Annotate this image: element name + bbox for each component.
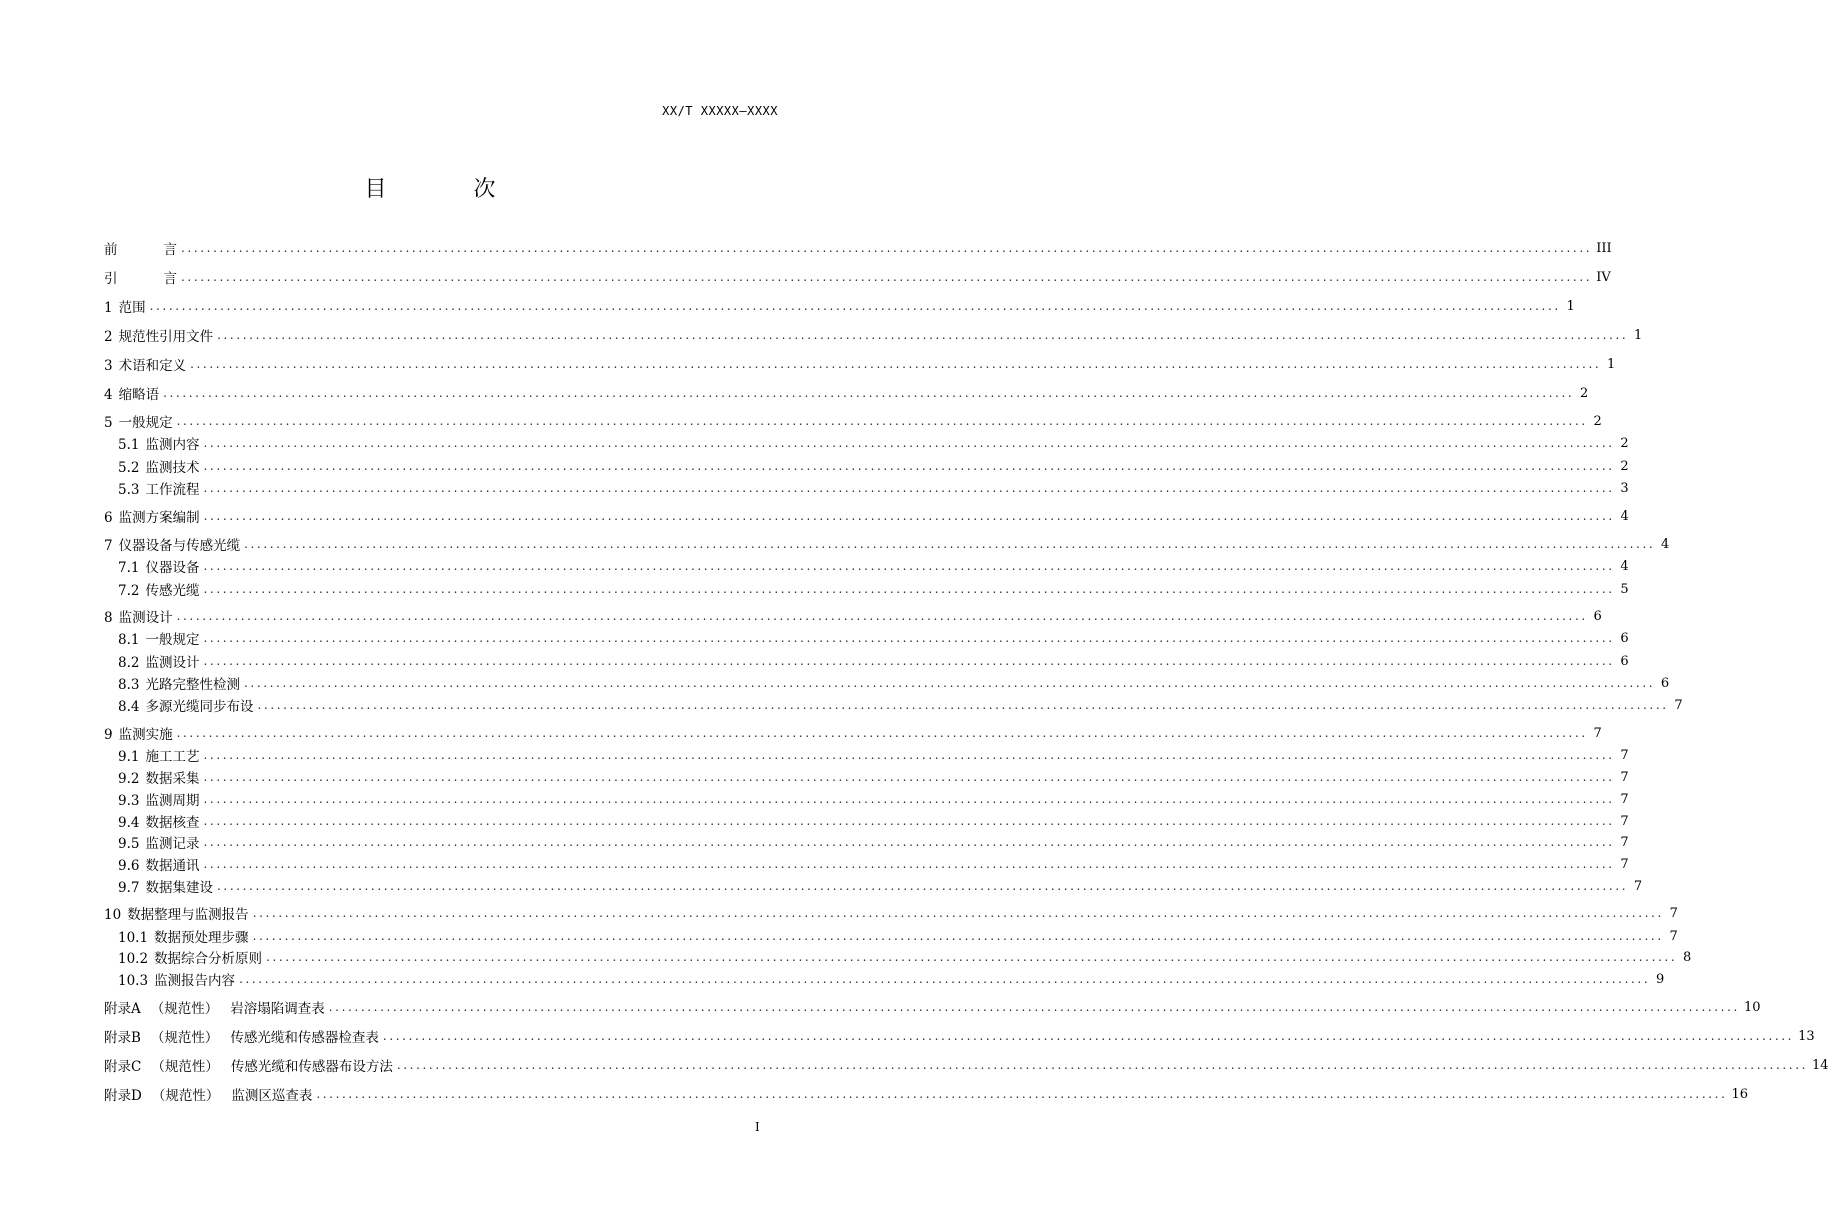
toc-entry[interactable] [118,876,1643,896]
page-title: 目 次 [364,177,536,202]
toc-entry-page: 2 [1593,413,1602,429]
section-number: 9.4 [118,815,140,831]
section-number: 1 [104,300,113,316]
dot-leader: ............................................................................................................................................................................................................................ [203,631,1615,645]
dot-leader: ............................................................................................................................................................................................................................ [181,270,1593,284]
toc-entry-page: 1 [1566,298,1575,314]
toc-entry[interactable] [104,997,1761,1017]
section-title: 一般规定 [118,415,173,431]
section-number: 10.3 [118,973,149,989]
dot-leader: ............................................................................................................................................................................................................................ [176,726,1588,740]
section-number: 5.3 [118,482,140,498]
toc-entry-label [104,267,177,287]
section-number: 6 [104,510,113,526]
dot-leader: ............................................................................................................................................................................................................................ [203,770,1615,784]
toc-entry-label [118,456,199,476]
dot-leader: ............................................................................................................................................................................................................................ [203,835,1615,849]
toc-entry[interactable] [118,478,1629,498]
toc-entry-page: 1 [1634,327,1643,343]
toc-entry-label [104,1055,393,1075]
section-number: 4 [104,387,113,403]
toc-entry[interactable] [118,745,1629,765]
section-title: 监测技术 [145,460,200,476]
section-title: 监测方案编制 [118,510,200,526]
annex-title: 岩溶塌陷调查表 [230,1001,325,1017]
toc-entry-page: 7 [1620,813,1629,829]
document-code: XX/T XXXXX—XXXX [662,104,778,118]
dot-leader: ............................................................................................................................................................................................................................ [203,436,1615,450]
toc-entry-label [104,238,177,258]
toc-entry[interactable] [104,506,1629,526]
toc-entry-label [104,997,325,1017]
section-title: 数据采集 [145,771,200,787]
toc-entry-label [118,433,199,453]
toc-entry-page: 7 [1620,856,1629,872]
toc-entry[interactable] [104,1084,1749,1104]
dot-leader: ............................................................................................................................................................................................................................ [203,654,1615,668]
toc-entry-label [118,556,199,576]
toc-entry[interactable] [104,606,1602,626]
section-title: 数据综合分析原则 [154,951,263,967]
toc-entry-label [118,579,199,599]
toc-entry-page: 7 [1633,878,1643,894]
toc-entry[interactable] [118,556,1629,576]
toc-entry[interactable] [118,673,1670,693]
toc-entry-label [104,411,173,431]
toc-entry-page: 2 [1580,385,1589,401]
toc-entry[interactable] [118,947,1692,967]
section-number: 9.6 [118,858,140,874]
annex-id: 附录C [104,1059,142,1075]
section-title: 仪器设备 [145,560,200,576]
toc-entry-page: 4 [1661,536,1670,552]
toc-entry-label [104,903,249,923]
toc-entry-page: 9 [1655,971,1665,987]
toc-entry[interactable] [104,1055,1829,1075]
toc-entry[interactable] [118,628,1629,648]
toc-entry-label [118,767,199,787]
toc-entry[interactable] [104,238,1612,258]
dot-leader: ............................................................................................................................................................................................................................ [203,814,1615,828]
toc-entry-label-char: 言 [163,242,177,258]
section-title: 数据集建设 [145,880,213,896]
dot-leader: ............................................................................................................................................................................................................................ [190,357,1602,371]
section-number: 5.2 [118,460,140,476]
toc-entry[interactable] [118,651,1629,671]
dot-leader: ............................................................................................................................................................................................................................ [252,929,1664,943]
section-title: 监测实施 [118,727,173,743]
section-number: 5.1 [118,437,140,453]
toc-entry-page: 4 [1620,558,1629,574]
annex-title: 传感光缆和传感器检查表 [230,1030,379,1046]
toc-entry-label [104,325,213,345]
annex-id: 附录D [104,1088,142,1104]
toc-entry[interactable] [118,695,1683,715]
toc-entry-label [104,506,200,526]
dot-leader: ............................................................................................................................................................................................................................ [252,906,1664,920]
toc-entry-page: 7 [1669,928,1678,944]
section-number: 10.1 [118,930,149,946]
section-number: 9 [104,727,113,743]
toc-entry-page: III [1596,240,1612,256]
section-number: 7.1 [118,560,140,576]
page-number: I [755,1120,760,1134]
dot-leader: ............................................................................................................................................................................................................................ [257,698,1669,712]
toc-entry[interactable] [104,1026,1815,1046]
dot-leader: ............................................................................................................................................................................................................................ [163,386,1575,400]
section-number: 5 [104,415,113,431]
toc-entry-label [118,854,199,874]
annex-tag: （规范性） [150,1030,219,1046]
section-number: 9.3 [118,793,140,809]
section-title: 规范性引用文件 [118,329,214,345]
toc-entry-label [118,811,199,831]
section-title: 监测内容 [145,437,200,453]
section-number: 3 [104,358,113,374]
toc-entry-label [118,673,240,693]
toc-entry-label [104,534,240,554]
dot-leader: ............................................................................................................................................................................................................................ [176,414,1588,428]
toc-entry-label [104,606,173,626]
section-title: 范围 [118,300,146,316]
section-title: 监测设计 [145,655,200,671]
toc-entry-page: 7 [1674,697,1683,713]
dot-leader: ............................................................................................................................................................................................................................ [181,241,1593,255]
section-title: 数据核查 [145,815,200,831]
toc-entry-page: 7 [1620,747,1629,763]
toc-entry[interactable] [104,267,1611,287]
toc-entry-label [118,745,199,765]
toc-entry-label-char: 前 [104,242,118,258]
dot-leader: ............................................................................................................................................................................................................................ [382,1029,1795,1043]
section-number: 8 [104,610,113,626]
annex-tag: （规范性） [150,1001,219,1017]
toc-entry-label [118,832,199,852]
toc-entry-label [118,695,253,715]
toc-entry-page: 7 [1620,791,1629,807]
dot-leader: ............................................................................................................................................................................................................................ [239,972,1651,986]
section-number: 8.3 [118,677,140,693]
toc-entry-label-char: 引 [104,271,118,287]
dot-leader: ............................................................................................................................................................................................................................ [203,481,1615,495]
toc-entry[interactable] [118,456,1629,476]
section-number: 10 [104,907,122,923]
section-title: 数据通讯 [145,858,200,874]
dot-leader: ............................................................................................................................................................................................................................ [396,1058,1809,1072]
toc-entry[interactable] [104,534,1670,554]
section-title: 多源光缆同步布设 [145,699,254,715]
section-title: 光路完整性检测 [145,677,240,693]
dot-leader: ............................................................................................................................................................................................................................ [217,328,1629,342]
toc-entry-label [118,478,199,498]
section-number: 9.1 [118,749,140,765]
section-title: 监测设计 [118,610,173,626]
toc-entry-page: 7 [1620,834,1629,850]
dot-leader: ............................................................................................................................................................................................................................ [203,857,1615,871]
annex-title: 传感光缆和传感器布设方法 [230,1059,393,1075]
toc-entry-page: 13 [1798,1028,1815,1044]
toc-entry-label [104,1084,312,1104]
toc-entry[interactable] [118,767,1629,787]
toc-entry[interactable] [104,723,1602,743]
section-title: 施工工艺 [145,749,200,765]
toc-entry-label [104,1026,379,1046]
dot-leader: ............................................................................................................................................................................................................................ [203,559,1615,573]
section-number: 8.1 [118,632,140,648]
toc-entry-page: IV [1596,269,1611,285]
dot-leader: ............................................................................................................................................................................................................................ [203,748,1615,762]
toc-entry[interactable] [118,854,1629,874]
dot-leader: ............................................................................................................................................................................................................................ [149,299,1561,313]
annex-id: 附录B [104,1030,141,1046]
dot-leader: ............................................................................................................................................................................................................................ [176,609,1588,623]
section-title: 监测报告内容 [154,973,236,989]
dot-leader: ............................................................................................................................................................................................................................ [243,676,1656,690]
toc-entry-page: 2 [1620,458,1629,474]
toc-entry-page: 3 [1620,480,1629,496]
toc-entry-label [104,723,173,743]
annex-id: 附录A [104,1001,141,1017]
toc-entry[interactable] [118,969,1665,989]
section-number: 9.2 [118,771,140,787]
toc-entry-label [118,651,199,671]
section-number: 7 [104,538,113,554]
toc-entry-label [118,969,235,989]
toc-entry-page: 6 [1620,630,1629,646]
section-title: 数据整理与监测报告 [127,907,249,923]
toc-entry-label [118,876,213,896]
section-title: 工作流程 [145,482,200,498]
dot-leader: ............................................................................................................................................................................................................................ [328,1000,1740,1014]
toc-entry[interactable] [118,579,1629,599]
dot-leader: ............................................................................................................................................................................................................................ [203,459,1615,473]
annex-tag: （规范性） [151,1059,219,1075]
section-title: 监测周期 [145,793,200,809]
dot-leader: ............................................................................................................................................................................................................................ [244,537,1656,551]
section-number: 7.2 [118,583,140,599]
dot-leader: ............................................................................................................................................................................................................................ [316,1087,1728,1101]
toc-entry-page: 16 [1731,1086,1749,1102]
toc-entry[interactable] [118,811,1629,831]
toc-entry-label [104,354,186,374]
toc-entry[interactable] [104,383,1589,403]
toc-entry[interactable] [118,789,1629,809]
toc-entry-label [104,383,159,403]
section-title: 监测记录 [145,836,200,852]
toc-entry-label [118,628,199,648]
toc-entry-page: 4 [1620,508,1629,524]
dot-leader: ............................................................................................................................................................................................................................ [203,582,1615,596]
toc-entry-page: 6 [1660,675,1670,691]
toc-entry[interactable] [104,296,1575,316]
section-number: 9.7 [118,880,140,896]
toc-entry[interactable] [104,411,1602,431]
toc-entry-label-char: 言 [163,271,177,287]
toc-entry[interactable] [118,433,1629,453]
section-title: 术语和定义 [118,358,187,374]
dot-leader: ............................................................................................................................................................................................................................ [203,509,1615,523]
section-title: 一般规定 [145,632,200,648]
toc-entry-label [118,947,262,967]
toc-entry[interactable] [104,354,1616,374]
dot-leader: ............................................................................................................................................................................................................................ [266,950,1678,964]
toc-entry-page: 14 [1812,1057,1829,1073]
toc-entry-page: 1 [1607,356,1616,372]
toc-entry-page: 5 [1620,581,1629,597]
section-number: 9.5 [118,836,140,852]
annex-tag: （规范性） [151,1088,220,1104]
toc-entry-page: 7 [1669,905,1678,921]
toc-entry-page: 2 [1620,435,1629,451]
toc-entry[interactable] [104,325,1643,345]
toc-entry-page: 10 [1743,999,1761,1015]
section-title: 仪器设备与传感光缆 [118,538,241,554]
toc-entry[interactable] [118,832,1629,852]
toc-entry[interactable] [118,926,1678,946]
section-title: 缩略语 [118,387,160,403]
toc-entry-label [118,789,199,809]
section-number: 8.2 [118,655,140,671]
section-number: 10.2 [118,951,149,967]
section-number: 2 [104,329,113,345]
toc-entry-label [104,296,146,316]
section-title: 数据预处理步骤 [154,930,249,946]
toc-entry-label [118,926,249,946]
toc-entry-page: 6 [1593,608,1602,624]
section-title: 传感光缆 [145,583,200,599]
dot-leader: ............................................................................................................................................................................................................................ [216,879,1629,893]
toc-entry[interactable] [104,903,1678,923]
toc-entry-page: 6 [1620,653,1629,669]
section-number: 8.4 [118,699,140,715]
toc-entry-page: 7 [1620,769,1629,785]
dot-leader: ............................................................................................................................................................................................................................ [203,792,1615,806]
toc-entry-page: 8 [1682,949,1692,965]
toc-entry-page: 7 [1593,725,1602,741]
annex-title: 监测区巡查表 [231,1088,313,1104]
